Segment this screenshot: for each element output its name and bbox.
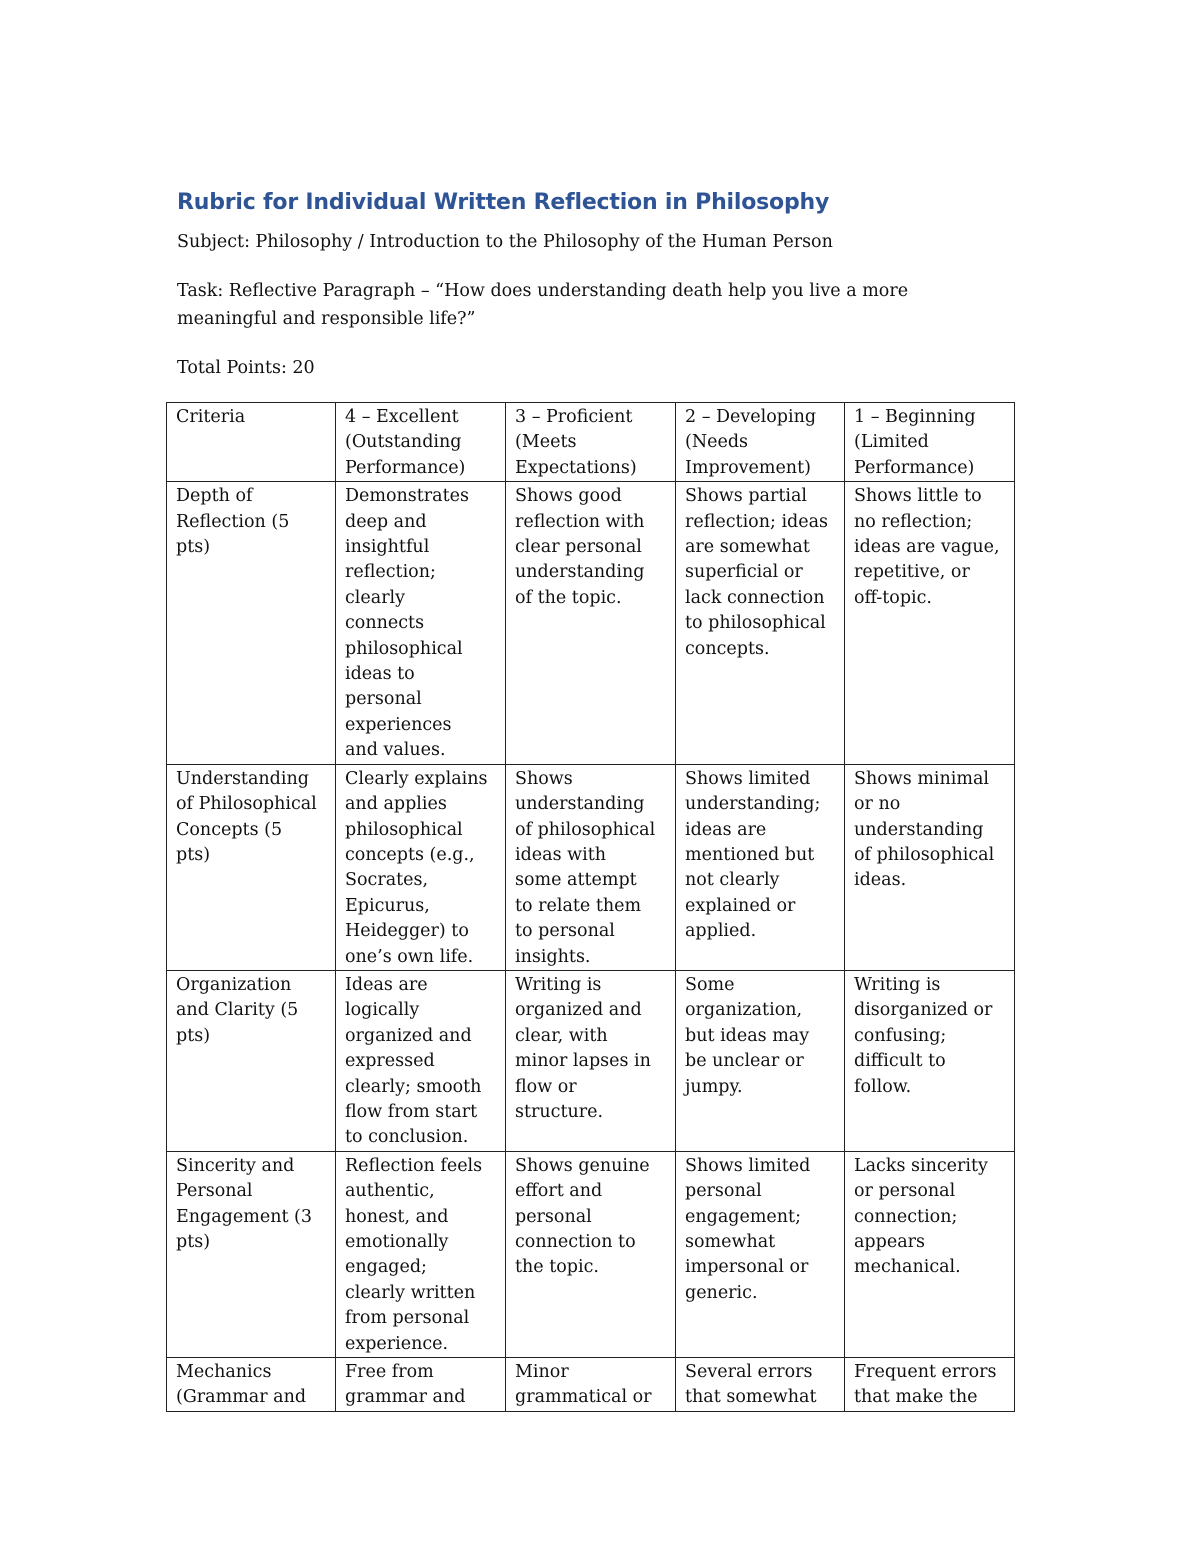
table-cell: Shows understanding of philosophical ideas with some attempt to relate them to personal insights. xyxy=(506,764,676,970)
table-row xyxy=(167,1151,1015,1357)
table-row xyxy=(167,764,1015,970)
table-cell: Lacks sincerity or personal connection; appears mechanical. xyxy=(845,1151,1015,1357)
table-cell: Reflection feels authentic, honest, and emotionally engaged; clearly written from personal experience. xyxy=(336,1151,506,1357)
table-cell: Some organization, but ideas may be unclear or jumpy. xyxy=(676,970,845,1151)
criteria-cell: Understanding of Philosophical Concepts (5 pts) xyxy=(167,764,336,970)
task-line-2: meaningful and responsible life?” xyxy=(177,309,476,329)
table-cell: Writing is disorganized or confusing; difficult to follow. xyxy=(845,970,1015,1151)
table-cell: Clearly explains and applies philosophical concepts (e.g., Socrates, Epicurus, Heidegger) to one’s own life. xyxy=(336,764,506,970)
table-cell: Shows partial reflection; ideas are somewhat superficial or lack connection to philosophical concepts. xyxy=(676,482,845,764)
table-cell: Shows little to no reflection; ideas are vague, repetitive, or off-topic. xyxy=(845,482,1015,764)
table-cell: Shows genuine effort and personal connection to the topic. xyxy=(506,1151,676,1357)
table-cell: Writing is organized and clear, with minor lapses in flow or structure. xyxy=(506,970,676,1151)
table-row xyxy=(167,970,1015,1151)
criteria-cell: Sincerity and Personal Engagement (3 pts) xyxy=(167,1151,336,1357)
table-row xyxy=(167,1358,1015,1412)
header-cell: 3 – Proficient (Meets Expectations) xyxy=(506,403,676,482)
table-cell: Ideas are logically organized and expressed clearly; smooth flow from start to conclusion. xyxy=(336,970,506,1151)
header-cell: 2 – Developing (Needs Improvement) xyxy=(676,403,845,482)
criteria-cell: Organization and Clarity (5 pts) xyxy=(167,970,336,1151)
table-cell: Shows limited understanding; ideas are mentioned but not clearly explained or applied. xyxy=(676,764,845,970)
table-cell: Minor grammatical or xyxy=(506,1358,676,1412)
document-title: Rubric for Individual Written Reflection in Philosophy xyxy=(177,190,830,215)
total-points: Total Points: 20 xyxy=(177,358,315,378)
criteria-cell: Mechanics (Grammar and xyxy=(167,1358,336,1412)
table-cell: Free from grammar and xyxy=(336,1358,506,1412)
table-cell: Shows minimal or no understanding of philosophical ideas. xyxy=(845,764,1015,970)
subject-line: Subject: Philosophy / Introduction to the Philosophy of the Human Person xyxy=(177,232,833,252)
table-cell: Several errors that somewhat xyxy=(676,1358,845,1412)
table-cell: Shows limited personal engagement; somewhat impersonal or generic. xyxy=(676,1151,845,1357)
table-cell: Shows good reflection with clear personal understanding of the topic. xyxy=(506,482,676,764)
table-cell: Demonstrates deep and insightful reflection; clearly connects philosophical ideas to personal experiences and values. xyxy=(336,482,506,764)
table-row xyxy=(167,482,1015,764)
header-cell: Criteria xyxy=(167,403,336,482)
header-cell: 4 – Excellent (Outstanding Performance) xyxy=(336,403,506,482)
table-header-row xyxy=(167,403,1015,482)
header-cell: 1 – Beginning (Limited Performance) xyxy=(845,403,1015,482)
criteria-cell: Depth of Reflection (5 pts) xyxy=(167,482,336,764)
task-line-1: Task: Reflective Paragraph – “How does understanding death help you live a more xyxy=(177,281,909,301)
rubric-table xyxy=(166,402,1015,1412)
table-cell: Frequent errors that make the xyxy=(845,1358,1015,1412)
